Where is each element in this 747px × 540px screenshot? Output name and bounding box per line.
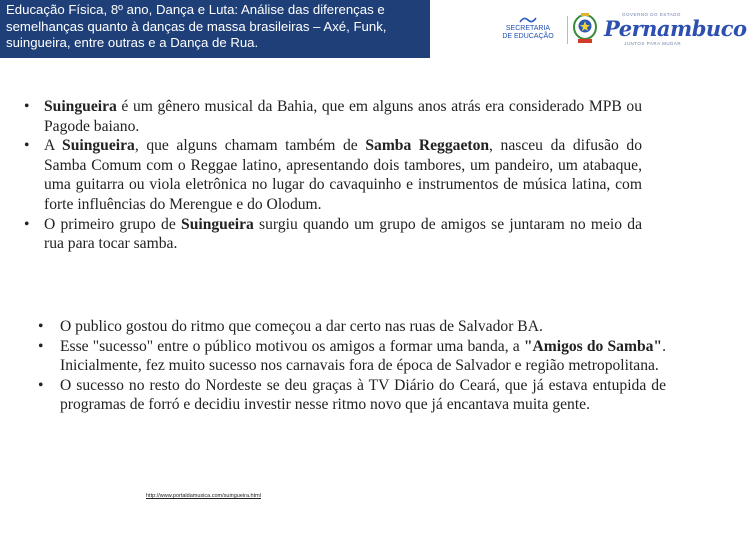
bullet-icon: •: [24, 98, 30, 115]
item-text: Esse "sucesso" entre o público motivou os amigos a formar uma banda, a: [60, 337, 524, 355]
list-item: [38, 337, 666, 376]
list-item: [38, 317, 666, 337]
secretaria-line-1: SECRETARIA: [505, 25, 551, 32]
item-text: O primeiro grupo de: [44, 215, 182, 233]
item-text: O sucesso no resto do Nordeste se deu graças à TV Diário do Ceará, que já estava entupida de programas de forró e decidiu investir nesse ritmo novo que já encantava muita gente.: [60, 376, 666, 414]
item-text: é um gênero musical da Bahia, que em alguns anos atrás era considerado MPB ou Pagode baiano.: [44, 98, 642, 135]
coat-of-arms-icon: [572, 12, 598, 46]
secretaria-line-2: DE EDUCAÇÃO: [502, 33, 554, 40]
slide-title-line-1: Educação Física, 8º ano, Dança e Luta: Análise das diferenças e: [6, 2, 385, 17]
item-text: O publico gostou do ritmo que começou a dar certo nas ruas de Salvador BA.: [60, 318, 543, 335]
gov-small-label: GOVERNO DO ESTADO: [622, 12, 681, 17]
logo-divider: [567, 16, 568, 44]
bold-term: Suingueira: [44, 98, 117, 115]
bold-term: Suingueira: [62, 137, 135, 155]
item-text: A: [44, 137, 63, 155]
item-text: , nasceu da difusão do Samba Comum com o Reggae latino, apresentando dois tambores, um pandeiro, um atabaque, uma guitarra ou viola eletrônica no lugar do cavaquinho e instrumentos de música latina, com forte influências do Merengue e do Olodum.: [44, 137, 643, 213]
top-bullet-list: [24, 97, 643, 254]
item-text: , que alguns chamam também de: [134, 137, 366, 155]
bullet-icon: •: [38, 376, 44, 394]
item-text: . Inicialmente, fez muito sucesso nos carnavais fora de época de Salvador e região metropolitana.: [60, 337, 666, 375]
bullet-icon: •: [38, 337, 44, 355]
slide-title-line-3: suingueira, entre outras e a Dança de Rua.: [6, 35, 259, 50]
list-item: [24, 136, 643, 214]
gov-tagline: JUNTOS PARA MUDAR: [624, 41, 682, 46]
slide-title-line-2: semelhanças quanto à danças de massa brasileiras – Axé, Funk,: [6, 18, 387, 34]
pernambuco-wordmark: Pernambuco: [604, 16, 747, 41]
list-item: [24, 97, 642, 136]
bottom-bullet-list: [38, 317, 666, 415]
bullet-icon: •: [24, 137, 30, 155]
pernambuco-logo: [604, 10, 747, 50]
bold-term: Suingueira: [181, 215, 254, 233]
wave-icon: [519, 16, 537, 24]
bullet-icon: •: [38, 318, 44, 335]
secretaria-educacao-logo: [496, 16, 560, 42]
bullet-icon: •: [24, 215, 30, 233]
bold-term: "Amigos do Samba": [523, 337, 663, 355]
slide-title-box: [0, 0, 430, 58]
bold-term: Samba Reggaeton: [365, 137, 490, 155]
source-link[interactable]: http://www.portaldamusica.com/suingueira.html: [146, 493, 261, 499]
list-item: [24, 215, 643, 254]
list-item: [38, 376, 666, 415]
item-text: surgiu quando um grupo de amigos se juntaram no meio da rua para tocar samba.: [44, 215, 643, 253]
